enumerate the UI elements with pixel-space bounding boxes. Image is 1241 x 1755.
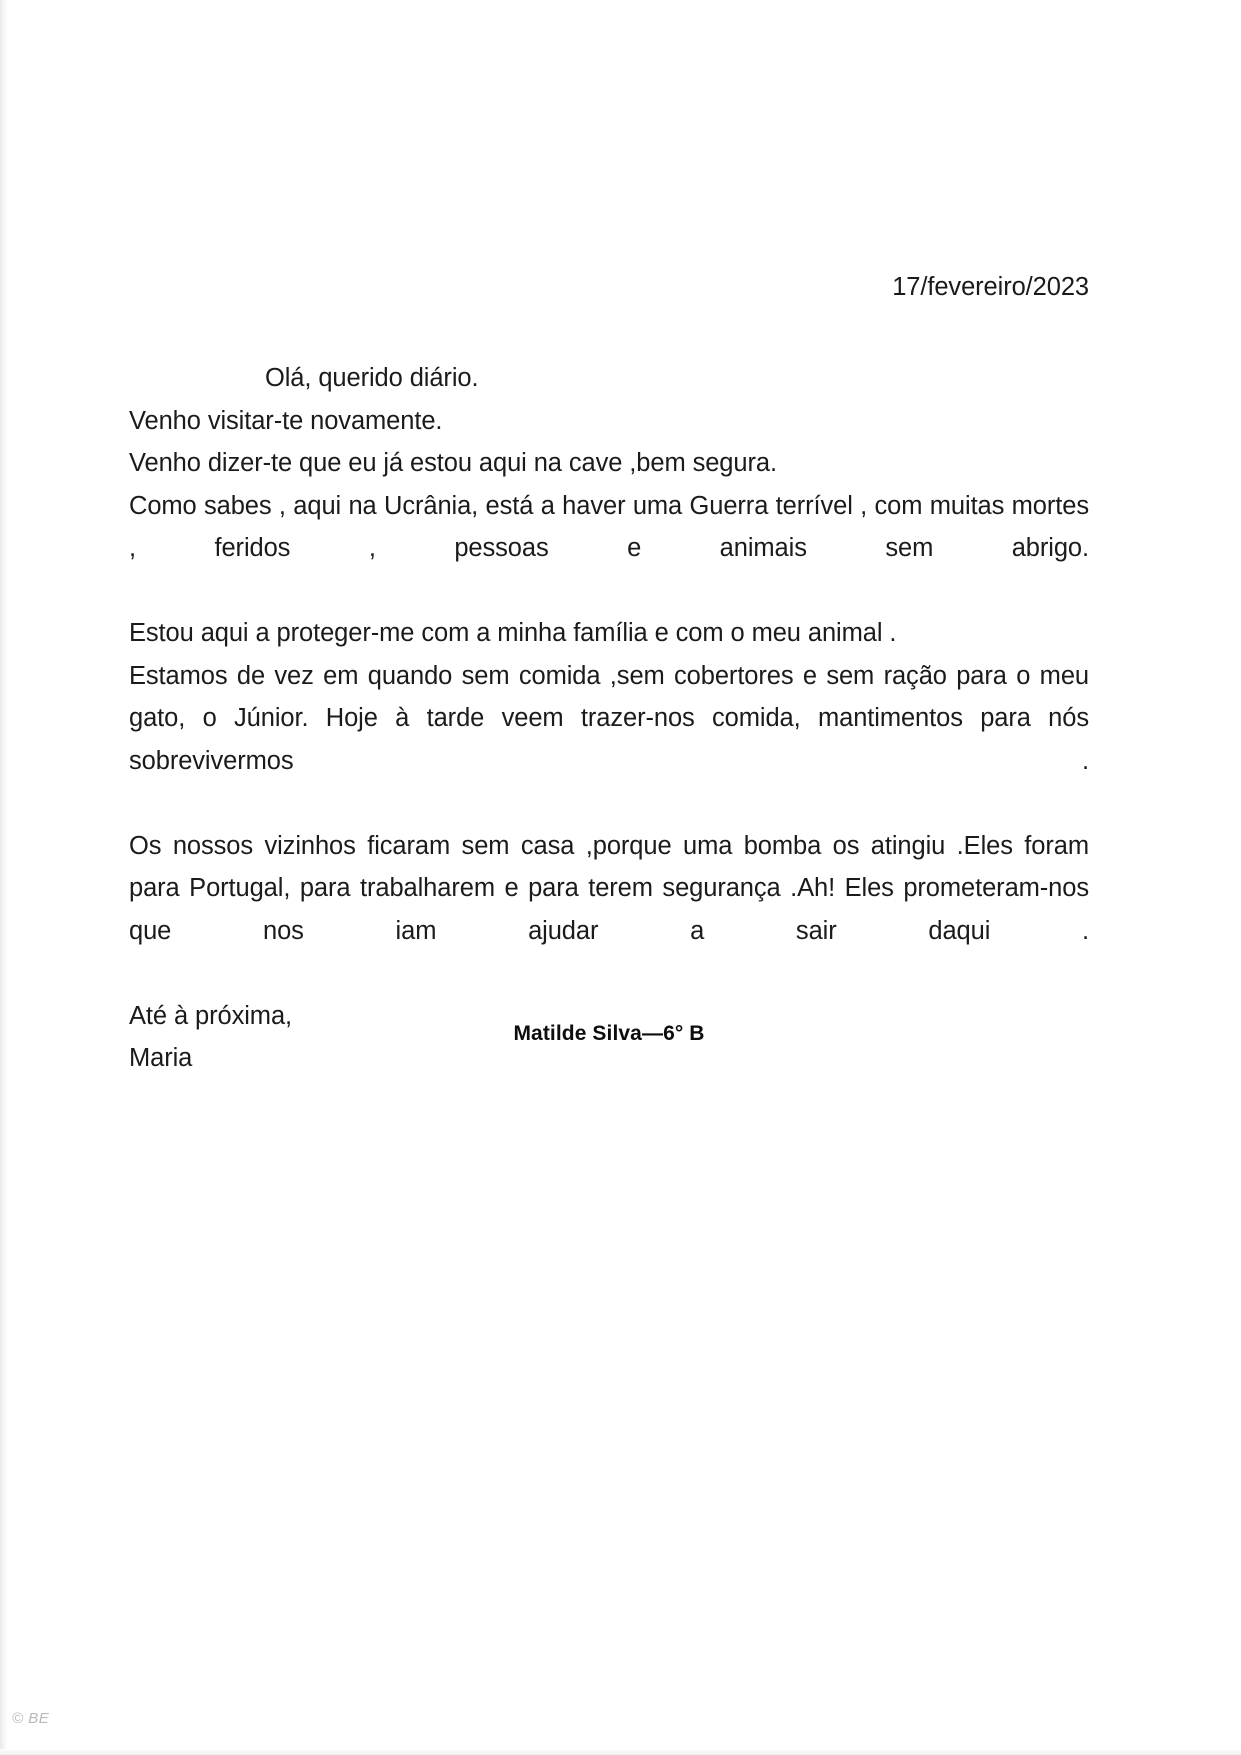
paragraph-6: Os nossos vizinhos ficaram sem casa ,porque uma bomba os atingiu .Eles foram para Portugal, para trabalharem e para terem segurança .Ah! Eles prometeram-nos que nos iam ajudar a sair daqui . [129, 831, 1089, 945]
paragraph-1: Venho visitar-te novamente. [129, 406, 443, 435]
student-signature: Matilde Silva—6° B [513, 1022, 705, 1045]
paragraph-2: Venho dizer-te que eu já estou aqui na cave ,bem segura. [129, 449, 777, 477]
scan-edge-left [0, 0, 8, 1755]
paragraph-4: Estou aqui a proteger-me com a minha família e com o meu animal . [129, 619, 897, 647]
letter-body [129, 357, 1089, 1080]
document-date: 17/fevereiro/2023 [892, 273, 1089, 301]
closing-line: Até à próxima, [129, 1001, 293, 1030]
scan-edge-bottom [0, 1749, 1241, 1755]
paragraph-5: Estamos de vez em quando sem comida ,sem cobertores e sem ração para o meu gato, o Júnior. Hoje à tarde veem trazer-nos comida, mantimentos para nós sobrevivermos . [129, 661, 1089, 775]
salutation: Olá, querido diário. [265, 364, 479, 392]
watermark: © BE [12, 1710, 50, 1727]
author-name-line: Maria [129, 1044, 193, 1072]
paragraph-3: Como sabes , aqui na Ucrânia, está a haver uma Guerra terrível , com muitas mortes , feridos , pessoas e animais sem abrigo. [129, 491, 1089, 562]
